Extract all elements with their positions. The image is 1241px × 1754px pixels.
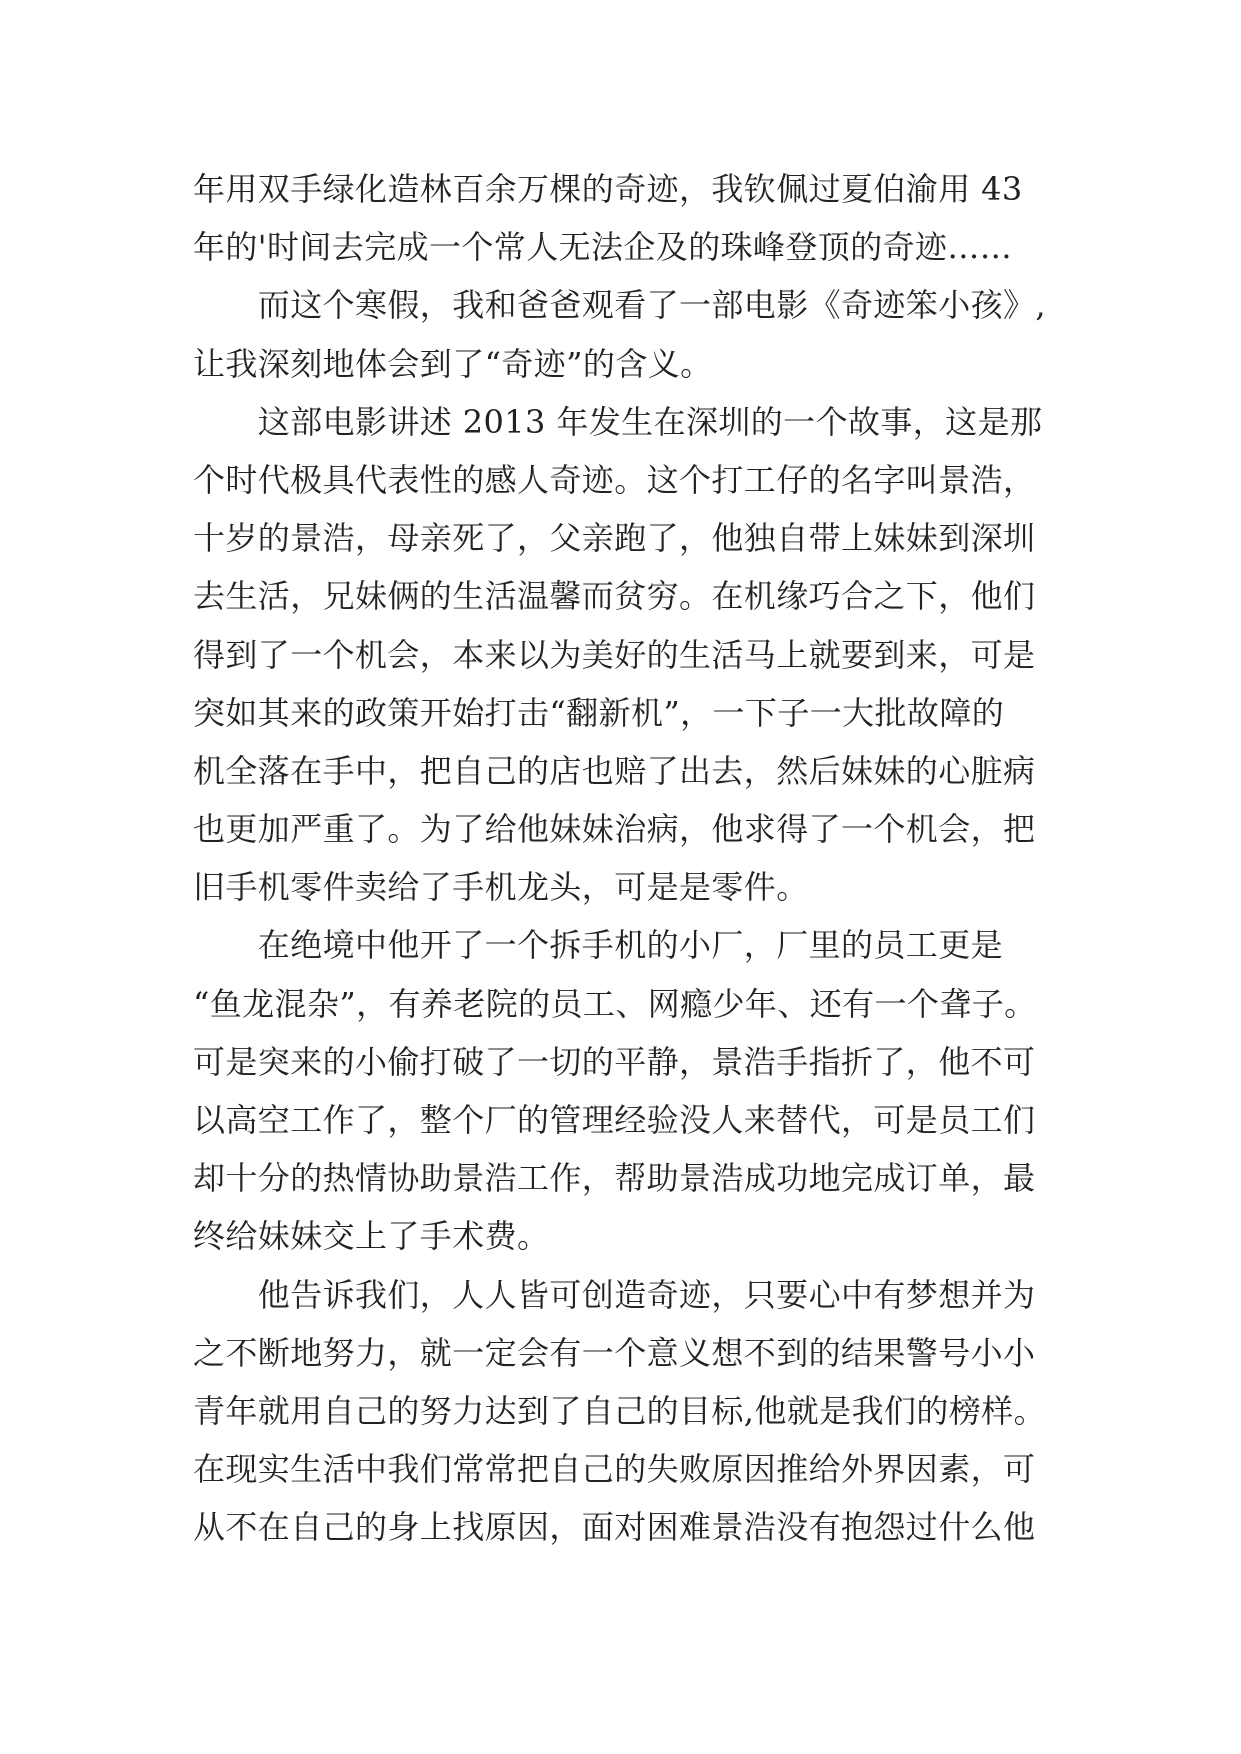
text-line: 年的'时间去完成一个常人无法企及的珠峰登顶的奇迹…… bbox=[193, 228, 1013, 267]
text-line: 在绝境中他开了一个拆手机的小厂，厂里的员工更是 bbox=[193, 926, 1004, 965]
text-line: 从不在自己的身上找原因，面对困难景浩没有抱怨过什么他 bbox=[193, 1508, 1036, 1547]
text-line: 青年就用自己的努力达到了自己的目标,他就是我们的榜样。 bbox=[193, 1391, 1046, 1430]
text-line: 年用双手绿化造林百余万棵的奇迹，我钦佩过夏伯渝用 43 bbox=[193, 170, 1023, 208]
text-line: 让我深刻地体会到了“奇迹”的含义。 bbox=[193, 344, 713, 383]
text-line: 也更加严重了。为了给他妹妹治病，他求得了一个机会，把 bbox=[193, 810, 1036, 849]
text-line: “鱼龙混杂”，有养老院的员工、网瘾少年、还有一个聋子。 bbox=[193, 984, 1037, 1023]
text-line: 得到了一个机会，本来以为美好的生活马上就要到来，可是 bbox=[193, 635, 1036, 674]
text-line: 去生活，兄妹俩的生活温馨而贫穷。在机缘巧合之下，他们 bbox=[193, 577, 1036, 616]
body-text bbox=[193, 160, 1073, 1557]
text-line: 以高空工作了，整个厂的管理经验没人来替代，可是员工们 bbox=[193, 1101, 1036, 1139]
text-line: 机全落在手中，把自己的店也赔了出去，然后妹妹的心脏病 bbox=[193, 751, 1036, 790]
text-line: 这部电影讲述 2013 年发生在深圳的一个故事，这是那 bbox=[193, 402, 1043, 441]
text-line: 在现实生活中我们常常把自己的失败原因推给外界因素，可 bbox=[193, 1450, 1036, 1489]
text-line: 可是突来的小偷打破了一切的平静，景浩手指折了，他不可 bbox=[193, 1042, 1036, 1081]
text-line: 十岁的景浩，母亲死了，父亲跑了，他独自带上妹妹到深圳 bbox=[193, 519, 1036, 558]
text-line: 而这个寒假，我和爸爸观看了一部电影《奇迹笨小孩》, bbox=[193, 286, 1046, 325]
text-line: 终给妹妹交上了手术费。 bbox=[193, 1217, 550, 1256]
text-line: 个时代极具代表性的感人奇迹。这个打工仔的名字叫景浩， bbox=[193, 460, 1036, 499]
text-line: 他告诉我们，人人皆可创造奇迹，只要心中有梦想并为 bbox=[193, 1275, 1036, 1314]
text-line: 之不断地努力，就一定会有一个意义想不到的结果警号小小 bbox=[193, 1333, 1036, 1372]
text-line: 旧手机零件卖给了手机龙头，可是是零件。 bbox=[193, 868, 809, 907]
text-line: 却十分的热情协助景浩工作，帮助景浩成功地完成订单，最 bbox=[193, 1159, 1036, 1198]
text-line: 突如其来的政策开始打击“翻新机”，一下子一大批故障的 bbox=[193, 693, 1005, 732]
